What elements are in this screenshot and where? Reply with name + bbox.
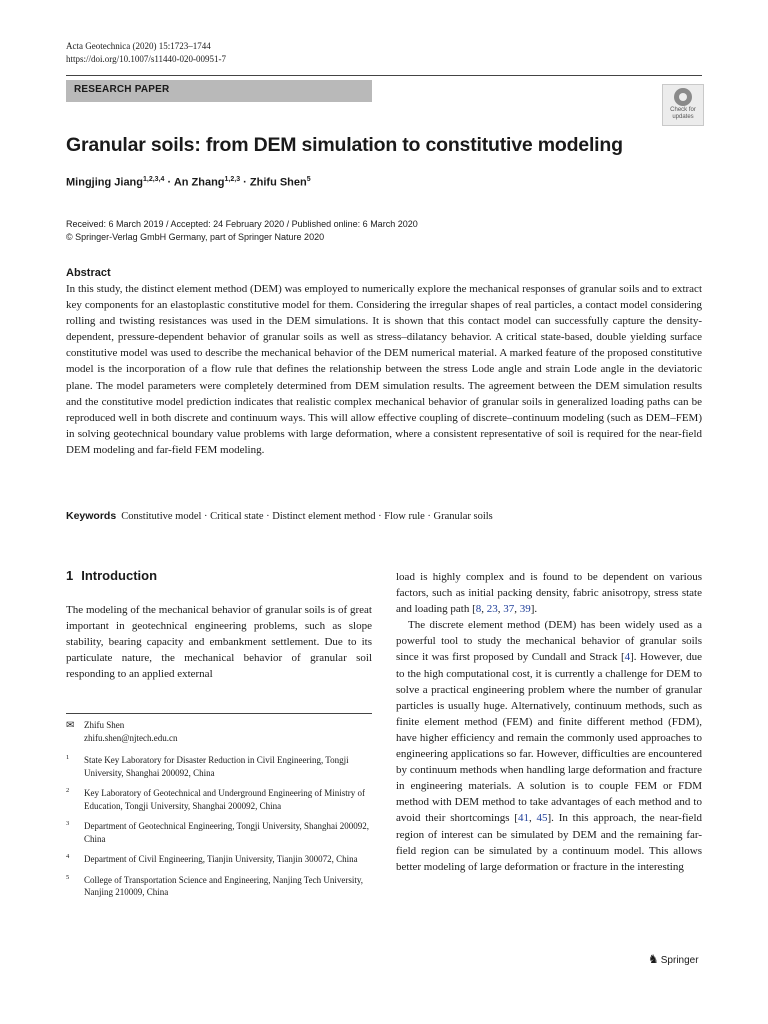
affiliation-text: Key Laboratory of Geotechnical and Underground Engineering of Ministry of Education, Tongji University, Shanghai 200092, China xyxy=(84,788,365,811)
keyword: Flow rule xyxy=(384,511,425,522)
affiliation-text: Department of Civil Engineering, Tianjin University, Tianjin 300072, China xyxy=(84,854,358,864)
affiliation xyxy=(66,853,372,866)
author-affiliation-marker: 1,2,3 xyxy=(224,176,241,183)
author-list xyxy=(66,176,311,189)
affiliation-number: 4 xyxy=(66,853,70,860)
affiliation-text: State Key Laboratory for Disaster Reduction in Civil Engineering, Tongji University, Shanghai 200092, China xyxy=(84,755,349,778)
article-type-label: RESEARCH PAPER xyxy=(74,84,170,95)
abstract-heading: Abstract xyxy=(66,267,111,279)
journal-citation: Acta Geotechnica (2020) 15:1723–1744 xyxy=(66,41,211,51)
copyright-line: © Springer-Verlag GmbH Germany, part of Springer Nature 2020 xyxy=(66,232,325,242)
section-heading xyxy=(66,568,157,583)
author-affiliation-marker: 5 xyxy=(306,176,311,183)
affiliation xyxy=(66,754,372,779)
author-name[interactable]: An Zhang xyxy=(173,176,225,189)
paper-title: Granular soils: from DEM simulation to constitutive modeling xyxy=(66,134,623,156)
keyword: Granular soils xyxy=(433,511,493,522)
citation-link[interactable]: 37 xyxy=(503,603,515,616)
paragraph-text: The discrete element method (DEM) has been widely used as a powerful tool to study the mechanical behavior of granular soils since it was first proposed by Cundall and Strack [ xyxy=(396,619,702,664)
keyword: Distinct element method xyxy=(272,511,376,522)
history-dates: Received: 6 March 2019 / Accepted: 24 February 2020 / Published online: 6 March 2020 xyxy=(66,219,418,229)
author-separator: · xyxy=(167,176,172,189)
intro-paragraph: load is highly complex and is found to be dependent on various factors, such as initial packing density, fabric anisotropy, stress state and loading path [8, 23, 37, 39]. xyxy=(396,571,702,616)
right-column xyxy=(396,569,702,875)
paragraph-text: ]. However, due to the high computational cost, it is currently a challenge for DEM to solve a practical engineering problem where the number of granular particles is usually huge. Alternatively, continuum methods, such as finite element method (FEM) and finite different method (FDM), have higher efficiency and remain the commonly used approaches to engineering applications so far. However, difficulties are encountered by continuum methods when handling large deformation and fracture in engineering materials. A solution is to couple FEM or FDM method with DEM method to take advantages of each method and to avoid their shortcomings [ xyxy=(396,651,702,825)
springer-horse-icon: ♞ xyxy=(648,952,659,966)
affiliation-number: 5 xyxy=(66,873,70,881)
author-separator: · xyxy=(243,176,247,189)
abstract-text: In this study, the distinct element method (DEM) was employed to numerically explore the mechanical responses of granular soils and to extract key components for an elastoplastic constitutive model for them. Considering the irregular shapes of real particles, a contact model considering rolling and twisting resistances was used in the DEM simulations. It is shown that this contact model can successfully capture the density-dependent, pressure-dependent behavior of granular soils as well as stress–dilatancy behavior. A critical state-based, double yielding surface constitutive model was used to describe the mechanical behavior of the DEM numerical material. A marked feature of the proposed constitutive model is the incorporation of a flow rule that defines the relationship between the stress Lode angle and strain Lode angle in the deviatoric plane. The model parameters were completely determined from DEM simulation results. The agreement between the DEM simulation results and the constitutive model prediction indicates that realistic complex mechanical behavior of granular soils in generalized loading paths can be reproduced well in both discrete and continuum ways. This will allow effective coupling of discrete–continuum modeling (such as DEM–FEM) in solving geotechnical boundary value problems with large deformation, where a consistent representative of soil is required for the near-field DEM modeling and far-field FEM modeling. xyxy=(66,283,702,456)
keywords xyxy=(66,510,493,522)
header-rule xyxy=(66,75,702,76)
keyword: Constitutive model xyxy=(121,511,202,522)
publisher-logo xyxy=(648,952,699,966)
author-name[interactable]: Mingjing Jiang xyxy=(66,176,143,189)
keyword-separator: · xyxy=(424,511,434,522)
affiliation-text: Department of Geotechnical Engineering, Tongji University, Shanghai 200092, China xyxy=(84,821,370,844)
keyword-separator: · xyxy=(375,511,385,522)
check-badge-line-1: Check for xyxy=(670,107,696,113)
intro-paragraph: The modeling of the mechanical behavior of granular soils is of great important in geotechnical engineering problems, such as slope stability, bearing capacity and embankment settlement. Due to its particulate nature, the mechanical behavior of granular soil responding to an applied external xyxy=(66,604,372,681)
corresponding-name: Zhifu Shen xyxy=(84,720,125,730)
section-title: Introduction xyxy=(81,568,158,583)
corresponding-email[interactable]: zhifu.shen@njtech.edu.cn xyxy=(84,732,178,743)
affiliation xyxy=(66,787,372,812)
publisher-name: Springer xyxy=(660,955,699,966)
keyword-separator: · xyxy=(263,511,273,522)
citation-link[interactable]: 4 xyxy=(624,651,631,664)
envelope-icon: ✉ xyxy=(66,720,75,731)
intro-paragraph: The discrete element method (DEM) has been widely used as a powerful tool to study the mechanical behavior of granular soils since it was first proposed by Cundall and Strack [4]. However, due to the high computational cost, it is currently a challenge for DEM to solve a practical engineering problem where the number of granular particles is usually huge. Alternatively, continuum methods, such as finite element method (FEM) and finite different method (FDM), have higher efficiency and remain the commonly used approaches to engineering applications so far. However, difficulties are encountered by continuum methods when handling large deformation and fracture in engineering materials. A solution is to couple FEM or FDM method with DEM method to take advantages of each method and to avoid their shortcomings [41, 45]. In this approach, the near-field region of interest can be simulated by DEM and the remaining far-field region can be simulated by a continuum model. This allows better modeling of large deformation or fracture in the interesting xyxy=(396,619,702,873)
affiliation-number: 3 xyxy=(66,820,70,827)
author-name[interactable]: Zhifu Shen xyxy=(249,176,307,189)
journal-header xyxy=(66,40,226,66)
author-affiliation-marker: 1,2,3,4 xyxy=(143,176,165,183)
check-for-updates-badge[interactable] xyxy=(662,84,704,126)
citation-link[interactable]: 39 xyxy=(519,603,531,616)
keyword: Critical state xyxy=(210,511,264,522)
citation-link[interactable]: 45 xyxy=(536,812,548,825)
check-badge-line-2: updates xyxy=(672,114,694,120)
keyword-separator: · xyxy=(201,511,211,522)
check-for-updates-icon xyxy=(674,88,692,106)
affiliation-text: College of Transportation Science and Engineering, Nanjing Tech University, Nanjing 210009, China xyxy=(84,874,364,897)
keywords-label: Keywords xyxy=(66,510,117,522)
footnote-rule xyxy=(66,713,372,714)
affiliation xyxy=(66,874,372,899)
affiliation-number: 2 xyxy=(66,787,70,794)
citation-link[interactable]: 23 xyxy=(486,603,498,616)
citation-link[interactable]: 41 xyxy=(517,812,529,825)
paragraph-text: load is highly complex and is found to be dependent on various factors, such as initial packing density, fabric anisotropy, stress state and loading path [ xyxy=(396,571,702,616)
doi-link[interactable]: https://doi.org/10.1007/s11440-020-00951-7 xyxy=(66,54,227,64)
section-number: 1 xyxy=(66,568,74,583)
paragraph-text: ]. In this approach, the near-field region of interest can be simulated by DEM and the remaining far-field region can be simulated by a continuum model. This allows better modeling of large deformation or fracture in the interesting xyxy=(396,812,702,873)
article-type-bar xyxy=(66,80,372,102)
footnotes xyxy=(66,719,372,907)
corresponding-author xyxy=(66,719,372,744)
citation-link[interactable]: 8 xyxy=(475,603,482,616)
affiliation xyxy=(66,820,372,845)
paragraph-text: ]. xyxy=(530,603,538,616)
affiliation-number: 1 xyxy=(66,754,70,761)
publication-dates xyxy=(66,218,418,244)
